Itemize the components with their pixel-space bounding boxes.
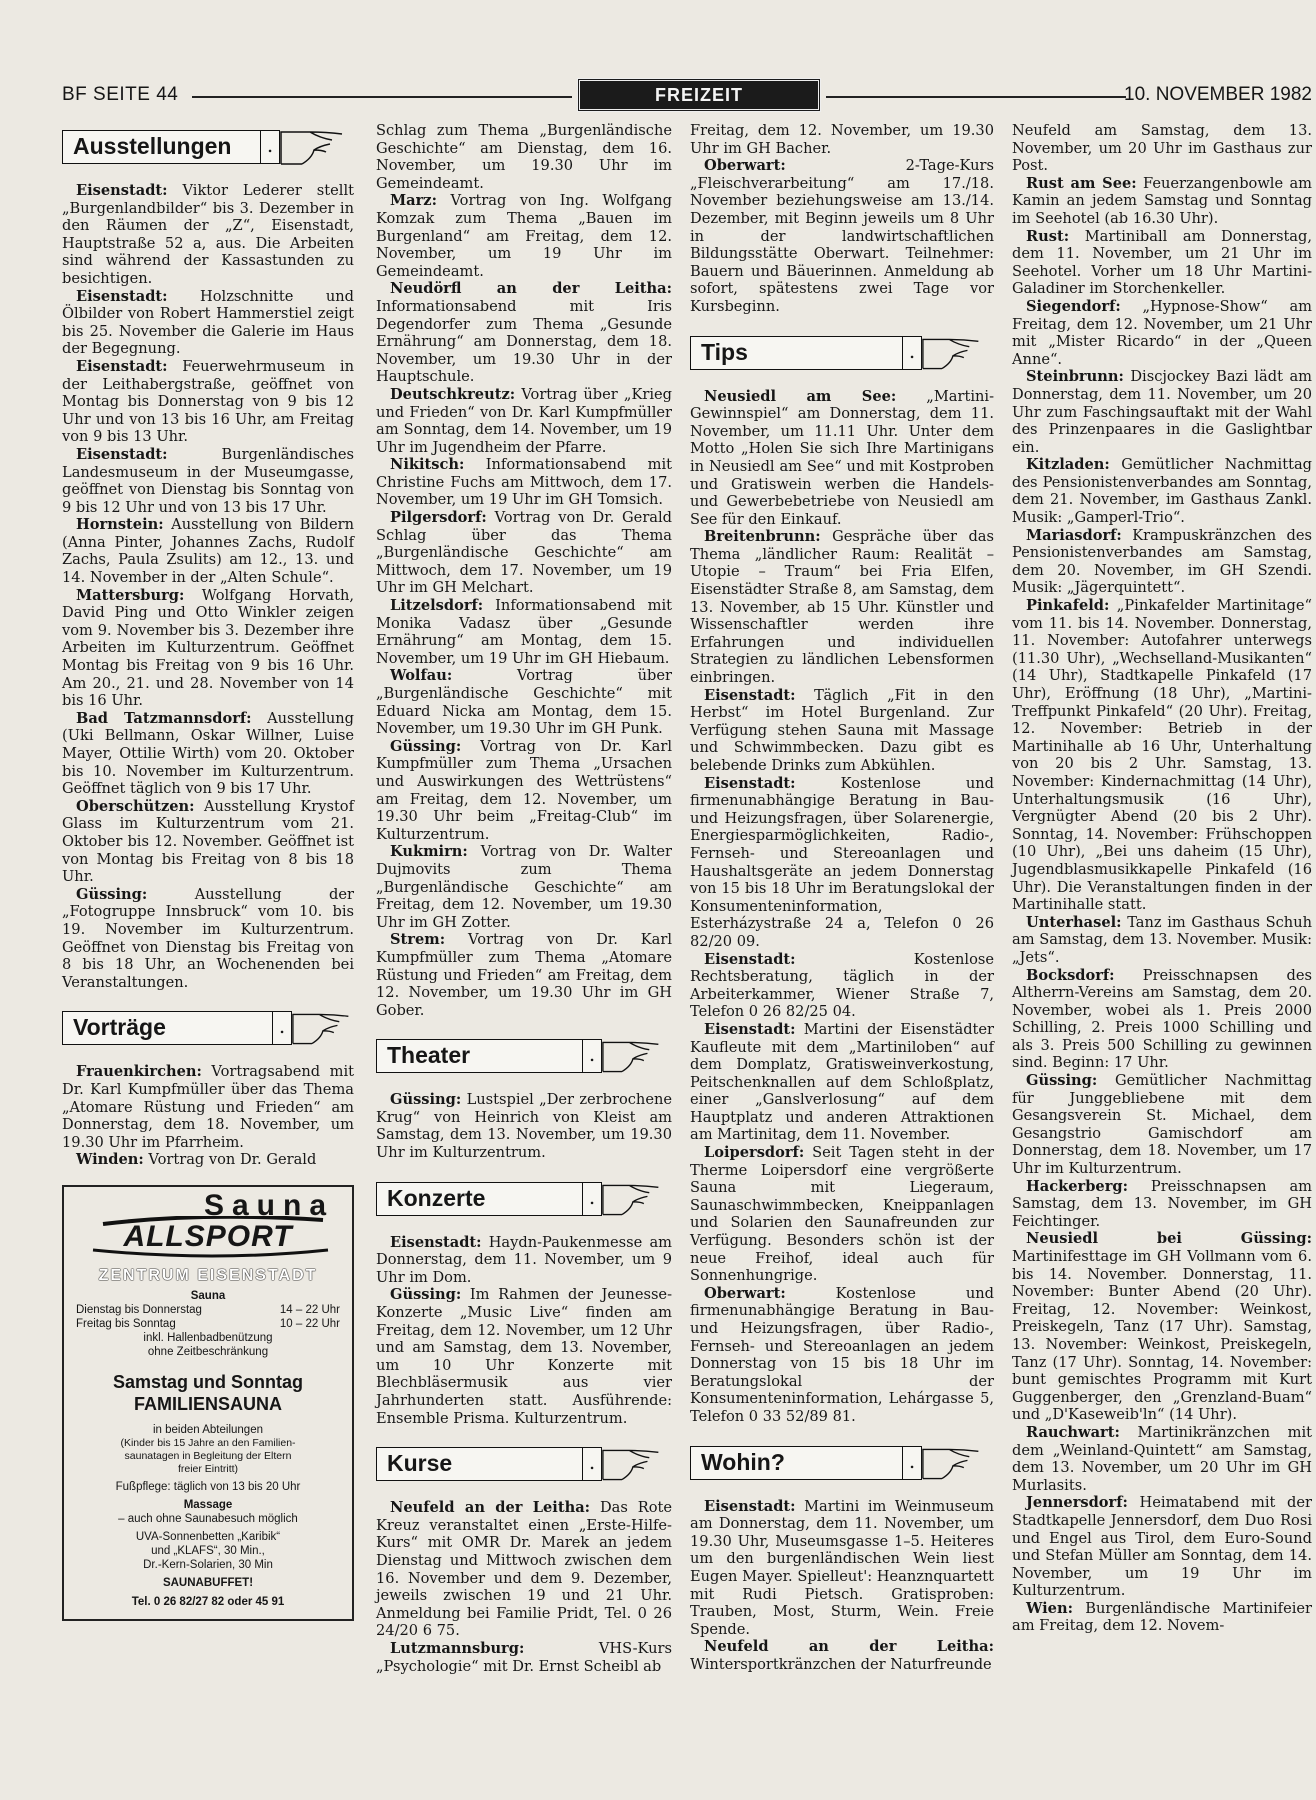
header-rule-right	[826, 96, 1126, 98]
list-item: Breitenbrunn: Gespräche über das Thema „ländlicher Raum: Realität – Utopie – Traum“ bei Fria Elfen, Eisenstädter Straße 8, am Samstag, dem 13. November, ab 15 Uhr. Künstler und Wissenschaftler werden ihre Erfahrungen und individuellen Strategien zu ländlichen Lebensformen einbringen.	[690, 528, 994, 687]
column-1	[62, 122, 354, 1621]
list-item: Güssing: Ausstellung der „Fotogruppe Innsbruck“ vom 10. bis 19. November im Kulturzentrum. Geöffnet von Dienstag bis Freitag von 8 bis 18 Uhr, an Wochenenden bei Veranstaltungen.	[62, 885, 354, 991]
list-item: Mariasdorf: Krampuskränzchen des Pensionistenverbandes am Samstag, dem 20. November, im GH Szendi. Musik: „Jägerquintett“.	[1012, 526, 1312, 597]
heading-kurse: Kurse	[376, 1447, 582, 1481]
heading-dot: .	[582, 1447, 602, 1481]
heading-box-vortraege	[62, 1011, 348, 1049]
list-item: Unterhasel: Tanz im Gasthaus Schuh am Samstag, dem 13. November. Musik: „Jets“.	[1012, 913, 1312, 966]
heading-ausstellungen: Ausstellungen	[62, 130, 260, 164]
kurse-list-2	[690, 157, 994, 315]
section-title: FREIZEIT	[577, 78, 821, 112]
list-item: Bad Tatzmannsdorf: Ausstellung (Uki Bellmann, Oskar Willner, Luise Mayer, Ottilie Wirth) vom 20. Oktober bis 10. November im Kulturzentrum. Geöffnet täglich von 9 bis 17 Uhr.	[62, 709, 355, 798]
list-item: Strem: Vortrag von Dr. Karl Kumpfmüller zum Thema „Atomare Rüstung und Frieden“ am Freitag, dem 12. November, um 19.30 Uhr im GH Gober.	[376, 931, 672, 1019]
list-item: Nikitsch: Informationsabend mit Christine Fuchs am Mittwoch, dem 17. November, um 19 Uhr im GH Tomsich.	[376, 456, 672, 509]
list-item: Siegendorf: „Hypnose-Show“ am Freitag, dem 12. November, um 21 Uhr mit „Mister Ricardo“ in der „Queen Anne“.	[1012, 297, 1312, 368]
list-item: Wien: Burgenländische Martinifeier am Freitag, dem 12. Novem-	[1012, 1599, 1312, 1635]
heading-box-theater	[376, 1039, 666, 1077]
continued-text: Schlag zum Thema „Burgenländische Geschichte“ am Dienstag, dem 16. November, um 19.30 Uhr im Gemeindeamt.	[376, 122, 672, 192]
list-item: Bocksdorf: Preisschnapsen des Altherrn-Vereins am Samstag, dem 20. November, wobei als 1. Preis 2000 Schilling, 2. Preis 1000 Schilling und als 3. Preis 500 Schilling zu gewinnen sind. Beginn: 17 Uhr.	[1012, 966, 1312, 1072]
ad-line: (Kinder bis 15 Jahre an den Familien-	[120, 1436, 296, 1449]
list-item: Neufeld an der Leitha: Wintersportkränzchen der Naturfreunde	[690, 1638, 994, 1673]
heading-dot: .	[260, 130, 280, 164]
list-item: Pinkafeld: „Pinkafelder Martinitage“ vom 11. bis 14. November. Donnerstag, 11. November: Autofahrer unterwegs (11.30 Uhr), „Wechselland-Musikanten“ (14 Uhr), Stadtkapelle Pinkafeld (17 Uhr), Eröffnung (18 Uhr), „Martini-Treffpunkt Pinkafeld“ (20 Uhr). Freitag, 12. November: Betrieb in der Martinihalle ab 16 Uhr, Unterhaltung von 20 bis 2 Uhr. Samstag, 13. November: Kindernachmittag (14 Uhr), Unterhaltungsmusik (16 Uhr), Vergnügter Abend (20 bis 2 Uhr). Sonntag, 14. November: Frühschoppen (10 Uhr), „Bei uns daheim (15 Uhr), Jugendblasmusikkapelle Pinkafeld (16 Uhr). Die Veranstaltungen finden in der Martinihalle statt.	[1012, 597, 1312, 914]
list-item: Eisenstadt: Martini der Eisenstädter Kaufleute mit dem „Martiniloben“ auf dem Domplatz, Gratisweinverkostung, Peitschenknallen auf dem Schloßplatz, einer „Ganslverlosung“ auf dem Hauptplatz und anderen Attraktionen am Martinitag, dem 11. November.	[690, 1020, 995, 1144]
heading-dot: .	[902, 1446, 922, 1480]
list-item: Kukmirn: Vortrag von Dr. Walter Dujmovits zum Thema „Burgenländische Geschichte“ am Freitag, dem 12. November, um 19.30 Uhr im GH Zotter.	[376, 843, 672, 931]
pointing-hand-icon	[922, 336, 982, 372]
heading-box-wohin	[690, 1446, 988, 1484]
heading-dot: .	[582, 1039, 602, 1073]
wohin-list	[690, 1498, 994, 1674]
list-item: Winden: Vortrag von Dr. Gerald	[76, 1151, 317, 1169]
list-item: Güssing: Im Rahmen der Jeunesse-Konzerte „Music Live“ finden am Freitag, dem 12. November, um 12 Uhr und am Samstag, dem 13. November, um 10 Uhr Konzerte mit Blechbläsermusik aus vier Jahrhunderten statt. Ausführende: Ensemble Prisma. Kulturzentrum.	[376, 1286, 672, 1427]
pointing-hand-icon	[280, 130, 346, 166]
ad-line: in beiden Abteilungen	[153, 1423, 263, 1436]
theater-list	[376, 1091, 672, 1161]
ausstellungen-list	[62, 182, 354, 991]
ad-hours-row: Freitag bis Sonntag 10 – 22 Uhr	[76, 1317, 340, 1330]
page-number: BF SEITE 44	[62, 84, 179, 105]
heading-dot: .	[272, 1011, 292, 1045]
pointing-hand-icon	[292, 1011, 352, 1047]
pointing-hand-icon	[602, 1039, 662, 1075]
list-item: Loipersdorf: Seit Tagen steht in der Therme Loipersdorf eine vergrößerte Sauna mit Liegeraum, Saunaschwimmbecken, Kneippanlagen und Solarien den Saunafreunden zur Verfügung. Besonders schön ist der neue Freihof, ideal auch für Sonnenhungrige.	[690, 1144, 994, 1285]
continued-text: Neufeld am Samstag, dem 13. November, um 20 Uhr im Gasthaus zur Post.	[1012, 122, 1312, 175]
ad-line: ohne Zeitbeschränkung	[147, 1345, 269, 1358]
list-item: Deutschkreutz: Vortrag über „Krieg und Frieden“ von Dr. Karl Kumpfmüller am Sonntag, dem 14. November, um 19 Uhr im Jugendheim der Pfarre.	[376, 385, 673, 456]
page-header	[62, 78, 1312, 114]
column-2	[376, 122, 672, 1675]
wohin-list-2	[1012, 175, 1312, 1635]
heading-dot: .	[582, 1182, 602, 1216]
list-item: Marz: Vortrag von Ing. Wolfgang Komzak zum Thema „Bauen im Burgenland“ am Freitag, dem 12. November, um 19 Uhr im Gemeindeamt.	[376, 192, 673, 280]
heading-wohin: Wohin?	[690, 1446, 902, 1480]
list-item: Mattersburg: Wolfgang Horvath, David Ping und Otto Winkler zeigen vom 9. November bis 3. Dezember ihre Arbeiten im Kulturzentrum. Geöffnet Montag bis Freitag von 9 bis 16 Uhr. Am 20., 21. und 28. November von 14 bis 16 Uhr.	[62, 586, 354, 710]
ad-swoosh-icon	[83, 1248, 333, 1258]
heading-tips: Tips	[690, 336, 902, 370]
ad-line: Fußpflege: täglich von 13 bis 20 Uhr	[115, 1480, 301, 1493]
ad-line: UVA-Sonnenbetten „Karibik“	[135, 1530, 281, 1543]
issue-date: 10. NOVEMBER 1982	[1124, 84, 1312, 105]
ad-family-subtitle: FAMILIENSAUNA	[134, 1393, 282, 1414]
list-item: Oberwart: Kostenlose und firmenunabhängige Beratung in Bau- und Heizungsfragen, über Radio-, Fernseh- und Stereoanlagen an jedem Donnerstag von 15 bis 18 Uhr im Beratungslokal der Konsumenteninformation, Lehárgasse 5, Telefon 0 33 52/89 81.	[690, 1284, 995, 1425]
list-item: Eisenstadt: Täglich „Fit in den Herbst“ im Hotel Burgenland. Zur Verfügung stehen Sauna mit Massage und Schwimmbecken. Dazu gibt es belebende Drinks zum Abkühlen.	[690, 686, 995, 774]
pointing-hand-icon	[922, 1446, 982, 1482]
column-3	[690, 122, 994, 1674]
ad-zentrum: ZENTRUM EISENSTADT	[98, 1267, 318, 1285]
list-item: Oberschützen: Ausstellung Krystof Glass im Kulturzentrum vom 21. Oktober bis 12. November. Geöffnet ist von Montag bis Freitag von 8 bis 18 Uhr.	[62, 797, 354, 886]
ad-line: inkl. Hallenbadbenützung	[143, 1331, 273, 1344]
list-item: Pilgersdorf: Vortrag von Dr. Gerald Schlag über das Thema „Burgenländische Geschichte“ am Mittwoch, dem 17. November, um 19 Uhr im GH Melchart.	[376, 509, 673, 597]
list-item: Litzelsdorf: Informationsabend mit Monika Vadasz über „Gesunde Ernährung“ am Montag, dem 15. November, um 19 Uhr im GH Hiebaum.	[376, 597, 672, 667]
list-item: Hornstein: Ausstellung von Bildern (Anna Pinter, Johannes Zachs, Rudolf Zachs, Paula Zsulits) am 12., 13. und 14. November in der „Alten Schule“.	[62, 516, 355, 587]
ad-line: saunatagen in Begleitung der Eltern	[124, 1449, 292, 1462]
heading-box-tips	[690, 336, 988, 374]
vortraege-list-2	[376, 192, 672, 1019]
heading-box-ausstellungen	[62, 130, 348, 168]
list-item: Rust am See: Feuerzangenbowle am Kamin an jedem Samstag und Sonntag im Seehotel (ab 16.30 Uhr).	[1012, 174, 1313, 227]
heading-dot: .	[902, 336, 922, 370]
heading-theater: Theater	[376, 1039, 582, 1073]
heading-vortraege: Vorträge	[62, 1011, 272, 1045]
list-item: Güssing: Lustspiel „Der zerbrochene Krug“ von Heinrich von Kleist am Samstag, dem 13. November, um 19.30 Uhr im Kulturzentrum.	[376, 1091, 672, 1162]
ad-sauna-label: Sauna	[190, 1289, 226, 1302]
heading-box-kurse	[376, 1447, 666, 1485]
list-item: Neudörfl an der Leitha: Informationsabend mit Iris Degendorfer zum Thema „Gesunde Ernährung“ am Donnerstag, dem 18. November, um 19.30 Uhr in der Hauptschule.	[376, 280, 672, 386]
ad-line: Massage	[183, 1498, 233, 1511]
kurse-list	[376, 1499, 672, 1675]
list-item: Lutzmannsburg: VHS-Kurs „Psychologie“ mit Dr. Ernst Scheibl ab	[376, 1639, 672, 1675]
list-item: Eisenstadt: Feuerwehrmuseum in der Leithabergstraße, geöffnet von Montag bis Donnerstag von 9 bis 12 Uhr und von 13 bis 16 Uhr, am Freitag von 9 bis 13 Uhr.	[62, 357, 354, 446]
list-item: Wolfau: Vortrag über „Burgenländische Geschichte“ mit Eduard Nicka am Montag, dem 15. November, um 19.30 Uhr im GH Punk.	[376, 667, 673, 738]
ad-line: Dr.-Kern-Solarien, 30 Min	[143, 1558, 273, 1571]
list-item: Eisenstadt: Holzschnitte und Ölbilder von Robert Hammerstiel zeigt bis 25. November die Galerie im Haus der Begegnung.	[62, 287, 354, 358]
list-item: Rauchwart: Martinikränzchen mit dem „Weinland-Quintett“ am Samstag, dem 13. November, um 20 Uhr im GH Murlasits.	[1012, 1423, 1312, 1494]
sauna-advertisement	[62, 1185, 354, 1622]
list-item: Eisenstadt: Kostenlose Rechtsberatung, täglich in der Arbeiterkammer, Wiener Straße 7, Telefon 0 26 82/25 04.	[690, 950, 994, 1021]
list-item: Neufeld an der Leitha: Das Rote Kreuz veranstaltet einen „Erste-Hilfe-Kurs“ mit OMR Dr. Marek an jedem Dienstag und Mittwoch zwischen dem 16. November und dem 9. Dezember, jeweils zwischen 19 und 21 Uhr. Anmeldung bei Familie Pridt, Tel. 0 26 24/20 6 75.	[376, 1499, 673, 1640]
list-item: Steinbrunn: Discjockey Bazi lädt am Donnerstag, dem 11. November, um 20 Uhr zum Faschingsauftakt mit der Wahl des Prinzenpaares in die Gaslightbar ein.	[1012, 368, 1313, 456]
heading-box-konzerte	[376, 1182, 666, 1220]
ad-family-title: Samstag und Sonntag	[112, 1371, 303, 1392]
pointing-hand-icon	[602, 1447, 662, 1483]
list-item: Frauenkirchen: Vortragsabend mit Dr. Karl Kumpfmüller über das Thema „Atomare Rüstung und Frieden“ am Donnerstag, dem 18. November, um 19.30 Uhr im Pfarrheim.	[62, 1063, 355, 1151]
list-item: Eisenstadt: Martini im Weinmuseum am Donnerstag, dem 11. November, um 19.30 Uhr, Museumsgasse 1–5. Heiteres um den burgenländischen Wein liest Eugen Mayer. Spielleut': Heanznquartett mit Rudi Pietsch. Gratisproben: Trauben, Most, Sturm, Wein. Freie Spende.	[690, 1497, 994, 1638]
pointing-hand-icon	[602, 1182, 662, 1218]
tips-list	[690, 388, 994, 1426]
ad-line: SAUNABUFFET!	[162, 1576, 254, 1589]
vortraege-list-1	[62, 1063, 354, 1169]
ad-sauna-word: Sauna	[203, 1188, 334, 1222]
ad-line: freier Eintritt)	[177, 1462, 239, 1475]
konzerte-list	[376, 1234, 672, 1428]
list-item: Eisenstadt: Viktor Lederer stellt „Burgenlandbilder“ bis 3. Dezember in den Räumen der „Z“, Eisenstadt, Hauptstraße 52 a, aus. Die Arbeiten sind während der Kassastunden zu besichtigen.	[62, 182, 354, 287]
continued-text: Freitag, dem 12. November, um 19.30 Uhr im GH Bacher.	[690, 122, 994, 157]
column-4	[1012, 122, 1312, 1635]
list-item: Eisenstadt: Kostenlose und firmenunabhängige Beratung in Bau- und Heizungsfragen, über Solarenergie, Energiesparmöglichkeiten, Radio-, Fernseh- und Stereoanlagen und Haushaltsgeräte an jedem Donnerstag von 15 bis 18 Uhr im Beratungslokal der Konsumenteninformation, Esterházystraße 24 a, Telefon 0 26 82/20 09.	[690, 774, 994, 950]
header-rule-left	[192, 96, 572, 98]
list-item: Kitzladen: Gemütlicher Nachmittag des Pensionistenverbandes am Sonntag, dem 21. November, im Gasthaus Zankl. Musik: „Gamperl-Trio“.	[1012, 456, 1312, 527]
ad-hours-row: Dienstag bis Donnerstag 14 – 22 Uhr	[76, 1303, 340, 1316]
ad-line: und „KLAFS“, 30 Min.,	[151, 1544, 265, 1557]
ad-line: – auch ohne Saunabesuch möglich	[118, 1512, 298, 1525]
heading-konzerte: Konzerte	[376, 1182, 582, 1216]
list-item: Jennersdorf: Heimatabend mit der Stadtkapelle Jennersdorf, dem Duo Rosi und Engel aus Tirol, dem Euro-Sound und Stefan Müller am Sonntag, dem 14. November, um 19 Uhr im Kulturzentrum.	[1012, 1494, 1312, 1600]
list-item: Eisenstadt: Haydn-Paukenmesse am Donnerstag, dem 11. November, um 9 Uhr im Dom.	[376, 1233, 672, 1286]
list-item: Hackerberg: Preisschnapsen am Samstag, dem 13. November, im GH Feichtinger.	[1012, 1177, 1312, 1230]
ad-brand-logo: ALLSPORT	[123, 1220, 293, 1254]
list-item: Rust: Martiniball am Donnerstag, dem 11. November, um 21 Uhr im Seehotel. Vorher um 18 Uhr Martini-Galadiner im Storchenkeller.	[1012, 227, 1312, 298]
list-item: Güssing: Gemütlicher Nachmittag für Junggebliebene mit dem Gesangsverein St. Michael, dem Gesangstrio Gamischdorf am Donnerstag, dem 18. November, um 17 Uhr im Kulturzentrum.	[1012, 1072, 1312, 1178]
list-item: Neusiedl bei Güssing: Martinifesttage im GH Vollmann vom 6. bis 14. November. Donnerstag, 11. November: Bunter Abend (20 Uhr). Freitag, 12. November: Weinkost, Preiskegeln, Tanz (17 Uhr). Samstag, 13. November: Weinkost, Preiskegeln, Tanz (17 Uhr). Sonntag, 14. November: bunt gemischtes Programm mit Kurt Guggenberger, den „Grenzland-Buam“ und „D'Kaseweib'ln“ (14 Uhr).	[1012, 1230, 1312, 1424]
list-item: Oberwart: 2-Tage-Kurs „Fleischverarbeitung“ am 17./18. November beziehungsweise am 13./14. Dezember, mit Beginn jeweils um 8 Uhr in der landwirtschaftlichen Bildungsstätte Oberwart. Teilnehmer: Bauern und Bäuerinnen. Anmeldung ab sofort, spätestens zwei Tage vor Kursbeginn.	[690, 157, 994, 315]
ad-telephone: Tel. 0 26 82/27 82 oder 45 91	[131, 1595, 285, 1608]
list-item: Neusiedl am See: „Martini-Gewinnspiel“ am Donnerstag, dem 11. November, um 11.11 Uhr. Unter dem Motto „Holen Sie sich Ihre Martinigans in Neusiedl am See“ und mit Kostproben und Gratiswein werben die Handels- und Gewerbebetriebe von Neusiedl am See für den Einkauf.	[690, 387, 995, 528]
list-item: Eisenstadt: Burgenländisches Landesmuseum in der Museumgasse, geöffnet von Dienstag bis Sonntag von 9 bis 12 Uhr und von 13 bis 17 Uhr.	[62, 445, 354, 516]
list-item: Güssing: Vortrag von Dr. Karl Kumpfmüller zum Thema „Ursachen und Auswirkungen des Wettrüstens“ am Freitag, dem 12. November, um 19.30 Uhr beim „Freitag-Club“ im Kulturzentrum.	[376, 737, 672, 843]
